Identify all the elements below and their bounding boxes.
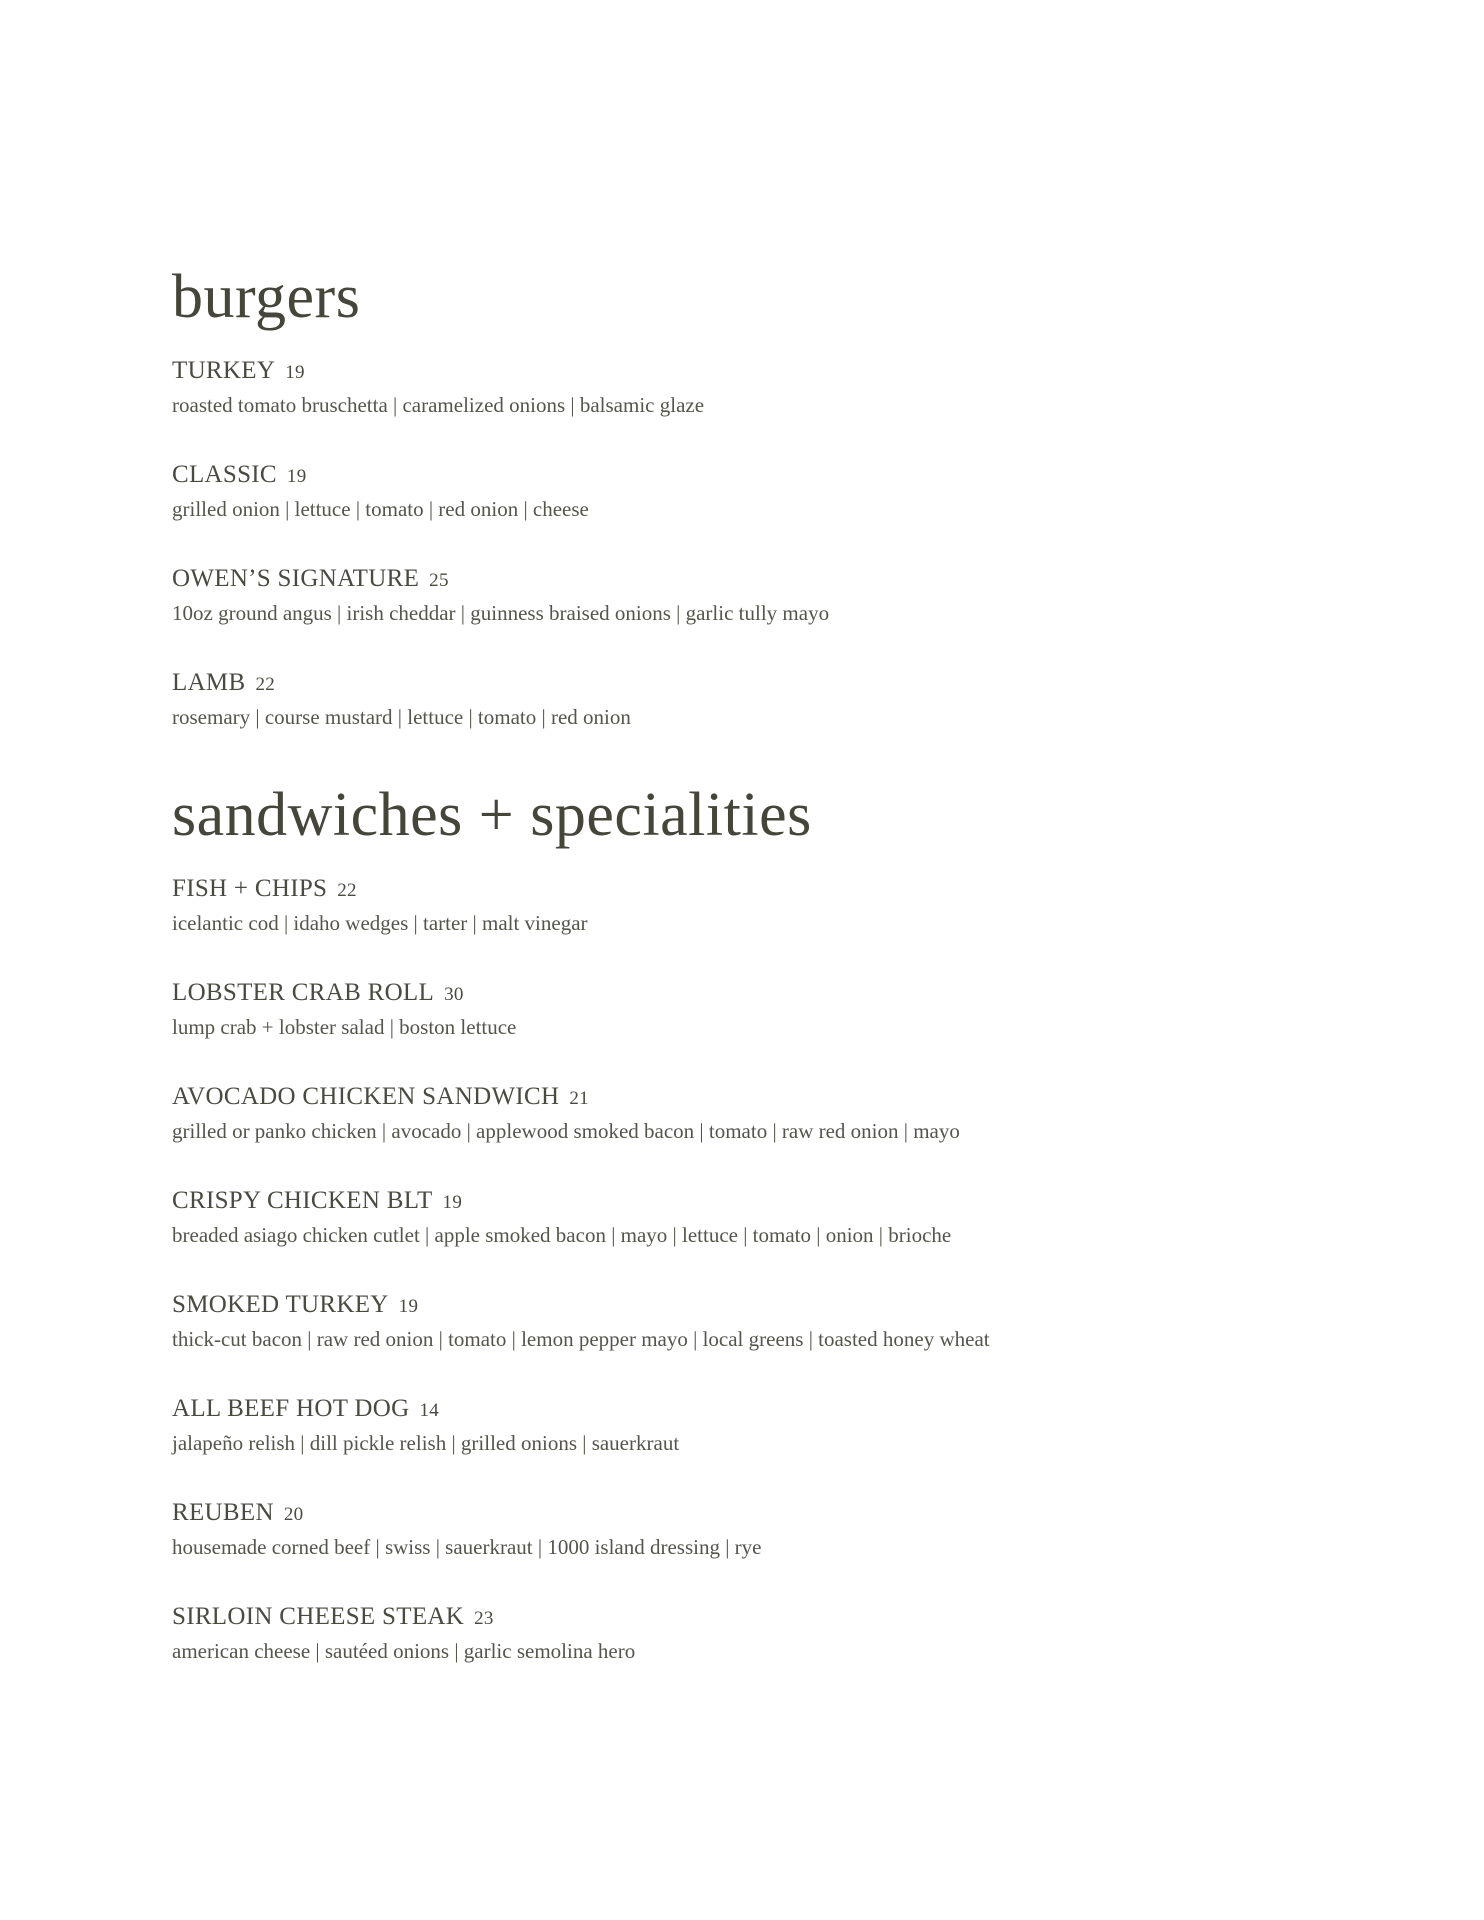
menu-item-price: 19 <box>442 1192 463 1213</box>
menu-item-name: ALL BEEF HOT DOG <box>172 1395 410 1422</box>
menu-item-description: grilled or panko chicken | avocado | applewood smoked bacon | tomato | raw red onion | mayo <box>172 1119 960 1143</box>
menu-item-price: 25 <box>429 570 449 591</box>
menu-section <box>172 780 1372 1666</box>
menu-item-name: AVOCADO CHICKEN SANDWICH <box>172 1083 560 1110</box>
menu-item-header <box>172 874 1372 906</box>
menu-item-description: grilled onion | lettuce | tomato | red onion | cheese <box>172 497 589 521</box>
menu-item-name: TURKEY <box>172 357 276 384</box>
menu-item-price: 19 <box>286 466 307 487</box>
menu-item-name: CLASSIC <box>172 461 277 488</box>
menu-item <box>172 1082 1372 1146</box>
menu-item-description: american cheese | sautéed onions | garlic semolina hero <box>172 1639 636 1663</box>
menu-item-description: breaded asiago chicken cutlet | apple smoked bacon | mayo | lettuce | tomato | onion | brioche <box>172 1223 952 1247</box>
menu-item-description: lump crab + lobster salad | boston lettuce <box>172 1015 517 1039</box>
menu-item <box>172 978 1372 1042</box>
menu-item-price: 22 <box>337 880 357 901</box>
menu-item-header <box>172 978 1372 1010</box>
menu-item-description: roasted tomato bruschetta | caramelized onions | balsamic glaze <box>172 393 705 417</box>
section-title: burgers <box>172 263 361 331</box>
menu-item-description: jalapeño relish | dill pickle relish | grilled onions | sauerkraut <box>172 1431 680 1455</box>
menu-item-name: FISH + CHIPS <box>172 875 328 902</box>
menu-item-price: 21 <box>569 1088 589 1109</box>
menu-item <box>172 668 1372 732</box>
menu-item-name: CRISPY CHICKEN BLT <box>172 1187 433 1214</box>
menu-item-description: 10oz ground angus | irish cheddar | guinness braised onions | garlic tully mayo <box>172 601 830 625</box>
menu-item <box>172 356 1372 420</box>
menu-item <box>172 564 1372 628</box>
menu-item-header <box>172 1290 1372 1322</box>
menu-item-header <box>172 1186 1372 1218</box>
section-title: sandwiches + specialities <box>172 781 812 849</box>
menu-item <box>172 1290 1372 1354</box>
menu-item-header <box>172 356 1372 388</box>
menu-item-header <box>172 1394 1372 1426</box>
menu-item-price: 22 <box>255 674 276 695</box>
menu-item-description: icelantic cod | idaho wedges | tarter | malt vinegar <box>172 911 588 935</box>
menu-item <box>172 1602 1372 1666</box>
menu-item-price: 30 <box>444 984 464 1005</box>
menu-item <box>172 1394 1372 1458</box>
menu-item <box>172 1186 1372 1250</box>
menu-item-list <box>172 356 1372 732</box>
menu-item-header <box>172 1498 1372 1530</box>
menu-item-name: REUBEN <box>172 1499 274 1526</box>
menu-item-price: 20 <box>283 1504 304 1525</box>
menu-item <box>172 1498 1372 1562</box>
menu-item-name: OWEN’S SIGNATURE <box>172 565 420 592</box>
menu-item-header <box>172 460 1372 492</box>
menu-item-price: 19 <box>398 1296 419 1317</box>
menu-item-price: 23 <box>474 1608 494 1629</box>
menu-item-header <box>172 1082 1372 1114</box>
menu-item <box>172 460 1372 524</box>
menu-item-name: SIRLOIN CHEESE STEAK <box>172 1603 465 1630</box>
menu-item-description: thick-cut bacon | raw red onion | tomato | lemon pepper mayo | local greens | toasted honey wheat <box>172 1327 990 1351</box>
menu-section <box>172 262 1372 732</box>
menu-item-name: LAMB <box>172 669 246 696</box>
menu-item-list <box>172 874 1372 1666</box>
menu-item-name: SMOKED TURKEY <box>172 1291 389 1318</box>
menu-item-price: 19 <box>285 362 305 383</box>
menu-page <box>172 262 1372 1706</box>
menu-item-header <box>172 1602 1372 1634</box>
menu-item-header <box>172 668 1372 700</box>
menu-item-price: 14 <box>419 1400 440 1421</box>
menu-item-name: LOBSTER CRAB ROLL <box>172 979 435 1006</box>
menu-item-description: rosemary | course mustard | lettuce | tomato | red onion <box>172 705 631 729</box>
menu-item-description: housemade corned beef | swiss | sauerkraut | 1000 island dressing | rye <box>172 1535 762 1559</box>
menu-item <box>172 874 1372 938</box>
menu-item-header <box>172 564 1372 596</box>
